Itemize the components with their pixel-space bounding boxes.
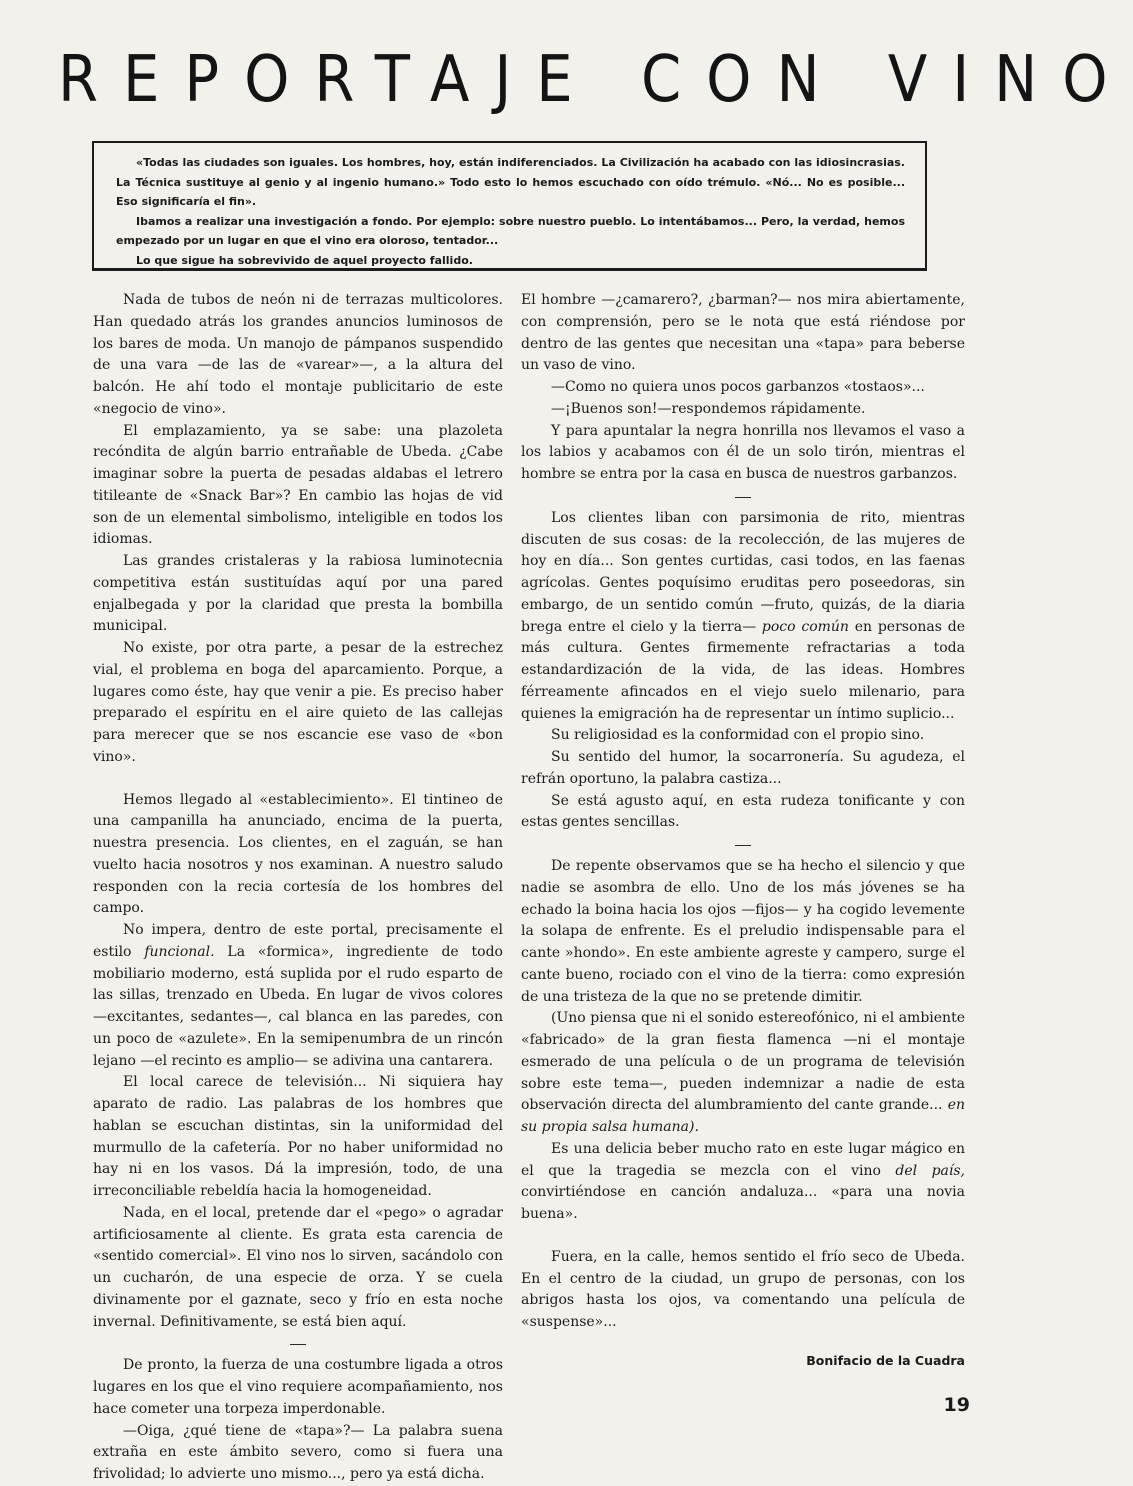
body-paragraph: De pronto, la fuerza de una costumbre ligada a otros lugares en los que el vino requiere acompañamiento, nos hace cometer una torpeza imperdonable. (93, 1357, 503, 1417)
body-paragraph: Nada de tubos de neón ni de terrazas multicolores. Han quedado atrás los grandes anuncios luminosos de los bares de moda. Un manojo de pámpanos suspendido de una vara —de las de «varear»—, a la altura del balcón. He ahí todo el montaje publicitario de este «negocio de vino». (93, 292, 503, 417)
page-number: 19 (943, 1394, 970, 1416)
body-paragraph: Su sentido del humor, la socarronería. Su agudeza, el refrán oportuno, la palabra castiza... (521, 749, 965, 787)
body-paragraph: —Como no quiera unos pocos garbanzos «tostaos»... (551, 379, 925, 395)
left-column (93, 290, 503, 1486)
body-paragraph (521, 1008, 965, 1139)
text-run: No impera, dentro de este portal, precisamente el estilo (93, 922, 503, 960)
body-paragraph: Nada, en el local, pretende dar el «pego» o agradar artificiosamente al cliente. Es grata esta carencia de «sentido comercial». El vino nos lo sirven, sacándolo con un cucharón, de una especie de orza. Y se cuela divinamente por el gaznate, seco y frío en esta noche invernal. Definitivamente, se está bien aquí. (93, 1204, 503, 1330)
body-paragraph: El hombre —¿camarero?, ¿barman?— nos mira abiertamente, con comprensión, pero se le nota que está riéndose por dentro de las gentes que necesitan una «tapa» para beberse un vaso de vino. (521, 292, 965, 374)
italic-text: poco común (761, 618, 849, 635)
text-run: Es una delicia beber mucho rato en este lugar mágico en el que la tragedia se mezcla con el vino (521, 1140, 965, 1179)
intro-box (92, 141, 927, 271)
article-title: REPORTAJE CON VINO (58, 43, 1133, 117)
right-column (521, 290, 965, 1334)
intro-paragraph: Ibamos a realizar una investigación a fondo. Por ejemplo: sobre nuestro pueblo. Lo intentábamos... Pero, la verdad, hemos empezado por un lugar en que el vino era oloroso, tentador... (116, 214, 905, 247)
body-paragraph: No existe, por otra parte, a pesar de la estrechez vial, el problema en boga del aparcamiento. Porque, a lugares como éste, hay que venir a pie. Es preciso haber preparado el espíritu en el aire quieto de las callejas para merecer que se nos escancie ese vaso de «bon vino». (93, 640, 503, 765)
body-paragraph: Y para apuntalar la negra honrilla nos llevamos el vaso a los labios y acabamos con él de un solo tirón, mientras el hombre se entra por la casa en busca de nuestros garbanzos. (521, 422, 965, 482)
body-paragraph: Su religiosidad es la conformidad con el propio sino. (551, 727, 925, 744)
text-run: La «formica», ingrediente de todo mobiliario moderno, está suplida por el rudo esparto de las sillas, trenzado en Ubeda. En lugar de vivos colores —excitantes, sedantes—, cal blanca en las paredes, con un poco de «azulete». En la semipenumbra de un rincón lejano —el recinto es amplio— se adivina una cantarera. (93, 943, 503, 1069)
body-paragraph: El emplazamiento, ya se sabe: una plazoleta recóndita de algún barrio entrañable de Ubeda. ¿Cabe imaginar sobre la puerta de pesadas aldabas el letrero titileante de «Snack Bar»? En cambio las hojas de vid son de un elemental simbolismo, inteligible en todos los idiomas. (93, 422, 503, 548)
text-run: en personas de más cultura. Gentes firmemente refractarias a toda estandardización de la vida, de las ideas. Hombres férreamente afincados en el viejo suelo milenario, para quienes la emigración ha de representar un íntimo suplicio... (521, 618, 965, 722)
body-paragraph: —¡Buenos son!—respondemos rápidamente. (551, 400, 866, 417)
body-paragraph: Se está agusto aquí, en esta rudeza tonificante y con estas gentes sencillas. (521, 792, 965, 831)
body-paragraph: Fuera, en la calle, hemos sentido el frío seco de Ubeda. En el centro de la ciudad, un grupo de personas, con los abrigos hasta los ojos, va comentando una película de «suspense»... (521, 1248, 965, 1330)
body-paragraph (93, 920, 503, 1072)
text-run: Los clientes liban con parsimonia de rito, mientras discuten de sus cosas: de la recolección, de las mujeres de hoy en día... Son gentes curtidas, casi todos, en las faenas agrícolas. Gentes poquísimo eruditas pero poseedoras, sin embargo, de un sentido común —fruto, quizás, de la diaria brega entre el cielo y la tierra— (521, 509, 965, 635)
intro-paragraph: «Todas las ciudades son iguales. Los hombres, hoy, están indiferenciados. La Civilización ha acabado con las idiosincrasias. La Técnica sustituye al genio y al ingenio humano.» Todo esto lo hemos escuchado con oído trémulo. «Nó... No es posible... Eso significaría el fin». (116, 156, 905, 208)
text-run: (Uno piensa que ni el sonido estereofónico, ni el ambiente «fabricado» de la gran fiesta flamenca —ni el montaje esmerado de una película o de un programa de televisión sobre este tema—, pueden indemnizar a nadie de esta observación directa del alumbramiento del cante grande... (521, 1010, 965, 1114)
section-separator (521, 486, 965, 508)
italic-text: del país, (895, 1162, 965, 1179)
body-paragraph: Las grandes cristaleras y la rabiosa luminotecnia competitiva están sustituídas aquí por una pared enjalbegada y por la claridad que presta la bombilla municipal. (93, 553, 503, 635)
body-paragraph: —Oiga, ¿qué tiene de «tapa»?— La palabra suena extraña en este ámbito severo, como si fuera una frivolidad; lo advierte uno mismo..., pero ya está dicha. (93, 1422, 503, 1482)
body-paragraph: De repente observamos que se ha hecho el silencio y que nadie se asombra de ello. Uno de los más jóvenes se ha echado la boina hacia los ojos —fijos— y ha cogido levemente la solapa de enfrente. Es el preludio indispensable para el cante »hondo». En este ambiente agreste y campero, surge el cante bueno, rociado con el vino de la tierra: como expresión de una tristeza de la que no se pretende dimitir. (521, 858, 965, 1005)
section-separator (521, 834, 965, 856)
body-paragraph: Hemos llegado al «establecimiento». El tintineo de una campanilla ha anunciado, encima de la puerta, nuestra presencia. Los clientes, en el zaguán, se han vuelto hacia nosotros y nos examinan. A nuestro saludo responden con la recia cortesía de los hombres del campo. (93, 791, 503, 917)
body-paragraph: El local carece de televisión... Ni siquiera hay aparato de radio. Las palabras de los hombres que hablan se escuchan distintas, sin la uniformidad del murmullo de la cafetería. Por no haber uniformidad no hay ni en los vasos. Dá la impresión, todo, de una irreconciliable rebeldía hacia la homogeneidad. (93, 1074, 503, 1199)
section-separator (93, 1333, 503, 1355)
italic-text: funcional. (144, 943, 215, 960)
intro-paragraph: Lo que sigue ha sobrevivido de aquel proyecto fallido. (136, 253, 473, 267)
italic-text: en su propia salsa humana). (521, 1097, 965, 1135)
text-run: convirtiéndose en canción andaluza... «para una novia buena». (521, 1184, 965, 1222)
author-signature: Bonifacio de la Cuadra (806, 1353, 965, 1368)
body-paragraph (521, 508, 965, 726)
body-paragraph (521, 1139, 965, 1226)
